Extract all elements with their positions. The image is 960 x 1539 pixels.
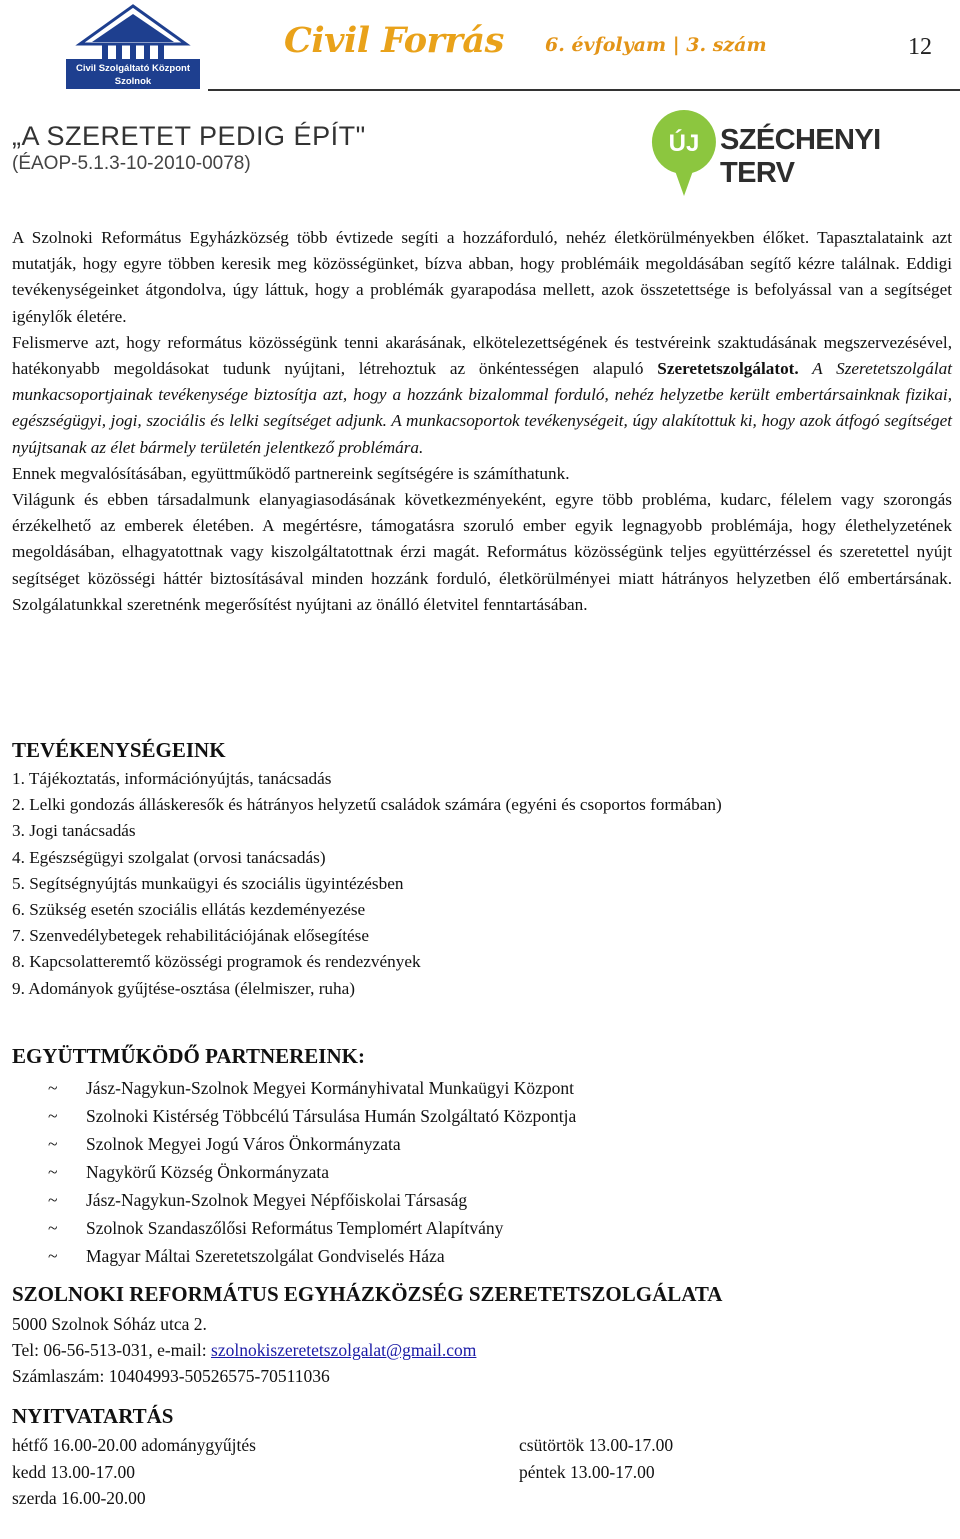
list-item: 4. Egészségügyi szolgalat (orvosi tanácsadás) (12, 847, 326, 867)
project-code: (ÉAOP-5.1.3-10-2010-0078) (12, 153, 251, 174)
list-item: 9. Adományok gyűjtése-osztása (élelmiszer, ruha) (12, 978, 355, 998)
bullet-tilde: ~ (48, 1134, 58, 1154)
list-item (48, 1102, 928, 1130)
contact-phone: Tel: 06-56-513-031, e-mail: (12, 1340, 212, 1360)
list-item: 5. Segítségnyújtás munkaügyi és szociális ügyintézésben (12, 873, 404, 893)
project-title: „A SZERETET PEDIG ÉPÍT" (12, 121, 366, 151)
partner-name: Magyar Máltai Szeretetszolgálat Gondviselés Háza (86, 1246, 445, 1266)
page-header (0, 0, 960, 95)
hours-row: csütörtök 13.00-17.00 (519, 1435, 674, 1455)
badge-text: SZÉCHENYI TERV (720, 124, 881, 189)
partner-name: Szolnok Szandaszőlősi Református Templomért Alapítvány (86, 1218, 504, 1238)
list-item (48, 1186, 928, 1214)
badge-prefix: ÚJ (668, 130, 700, 157)
list-item (48, 1074, 928, 1102)
bullet-tilde: ~ (48, 1190, 58, 1210)
contact-heading: SZOLNOKI REFORMÁTUS EGYHÁZKÖZSÉG SZERETETSZOLGÁLATA (12, 1282, 723, 1306)
page-number: 12 (908, 34, 932, 60)
service-name: Szeretetszolgálatot. (657, 359, 799, 379)
list-item (48, 1242, 928, 1270)
list-item: 2. Lelki gondozás álláskeresők és hátrányos helyzetű családok számára (egyéni és csoportos formában) (12, 795, 722, 815)
civil-szolgaltato-kozpont-logo (62, 4, 204, 90)
list-item: 6. Szükség esetén szociális ellátás kezdeményezése (12, 900, 366, 920)
contact-block (12, 1311, 476, 1389)
hours-row: kedd 13.00-17.00 (12, 1461, 135, 1482)
partner-name: Szolnok Megyei Jogú Város Önkormányzata (86, 1134, 401, 1154)
partners-list (48, 1074, 928, 1270)
list-item: 7. Szenvedélybetegek rehabilitációjának elősegítése (12, 926, 369, 946)
brand-title: Civil Forrás (284, 20, 504, 61)
bullet-tilde: ~ (48, 1246, 58, 1266)
partner-name: Szolnoki Kistérség Többcélú Társulása Humán Szolgáltató Központja (86, 1106, 577, 1126)
hours-row: péntek 13.00-17.00 (519, 1461, 655, 1482)
logo-line2: Szolnok (114, 76, 152, 87)
paragraph-intro: A Szolnoki Református Egyházközség több évtizede segíti a hozzáforduló, nehéz életkörülményekben élőket. Tapasztalataink azt mutatják, hogy egyre többen keresik meg közösségünket, bízva abban, hogy problémáik megoldásában segítő kézre találnak. Eddigi tevékenységeinket átgondolva, úgy láttuk, hogy a problémák gyarapodása mellett, azok összetettsége is befolyással van a segítséget igénylők életére. (12, 228, 952, 326)
issue-label: 6. évfolyam | 3. szám (545, 34, 767, 56)
logo-line1: Civil Szolgáltató Központ (76, 63, 190, 74)
paragraph-service-b: A munkacsoportok tevékenységeit, úgy alakítottuk ki, hogy azok átfogó segítséget nyújtsanak az élet bármely területén jelentkező problémára. (12, 411, 952, 457)
hours-right (519, 1432, 673, 1485)
list-item: 8. Kapcsolatteremtő közösségi programok és rendezvények (12, 952, 421, 972)
hours-row: hétfő 16.00-20.00 adománygyűjtés (12, 1435, 256, 1455)
contact-phone-line (12, 1337, 476, 1363)
paragraph-service-italic: A Szeretetszolgálat munkacsoportjainak tevékenysége biztosítja azt, hogy a hozzánk bizalommal forduló, nehéz helyzetbe került embertársainknak fizikai, egészségügyi, jogi, szociális és lelki segítséget adjunk. (12, 359, 952, 431)
header-divider (208, 89, 960, 91)
hours-left (12, 1432, 256, 1512)
paragraph-partners: Ennek megvalósításában, együttműködő partnereink segítségére is számíthatunk. (12, 463, 570, 483)
partner-name: Jász-Nagykun-Szolnok Megyei Népfőiskolai Társaság (86, 1190, 468, 1210)
partner-name: Jász-Nagykun-Szolnok Megyei Kormányhivatal Munkaügyi Központ (86, 1078, 574, 1098)
hours-heading: NYITVATARTÁS (12, 1404, 174, 1428)
contact-address: 5000 Szolnok Sóház utca 2. (12, 1314, 207, 1334)
activities-heading: TEVÉKENYSÉGEINK (12, 738, 226, 762)
hours-row: szerda 16.00-20.00 (12, 1488, 146, 1508)
partners-heading: EGYÜTTMŰKÖDŐ PARTNEREINK: (12, 1044, 365, 1068)
partner-name: Nagykörű Község Önkormányzata (86, 1162, 329, 1182)
article-body (12, 225, 952, 618)
paragraph-service-a: Felismerve azt, hogy református közösségünk tenni akarásának, elkötelezettségének és testvéreink szaktudásának megszervezésével, hatékonyabb megoldásokat tudunk nyújtani, létrehoztuk az önkéntességen alapuló (12, 332, 952, 379)
bullet-tilde: ~ (48, 1078, 58, 1098)
activities-list (12, 766, 952, 1002)
bullet-tilde: ~ (48, 1218, 58, 1238)
bullet-tilde: ~ (48, 1106, 58, 1126)
email-link[interactable]: szolnokiszeretetszolgalat@gmail.com (211, 1340, 477, 1360)
list-item (48, 1214, 928, 1242)
contact-account: Számlaszám: 10404993-50526575-70511036 (12, 1366, 330, 1386)
paragraph-service (12, 330, 952, 461)
paragraph-society: Világunk és ebben társadalmunk elanyagiasodásának következményeként, egyre több probléma, kudarc, félelem vagy szorongás érzékelhető az emberek életében. A megértésre, támogatásra szoruló ember egyik legnagyobb problémája, hogy élethelyzetének megoldásában, elhagyatottnak vagy kiszolgáltatottnak érzi magát. Református közösségünk teljes együttérzéssel és szeretettel nyújt segítséget közösségi háttér biztosításával minden hozzánk forduló, életkörülményei miatt hátrányos helyzetben élő embertársának. Szolgálatunkkal szeretnénk megerősítést nyújtani az önálló életvitel fenntartásában. (12, 490, 952, 614)
list-item (48, 1130, 928, 1158)
bullet-tilde: ~ (48, 1162, 58, 1182)
list-item: 1. Tájékoztatás, információnyújtás, tanácsadás (12, 769, 332, 788)
list-item: 3. Jogi tanácsadás (12, 821, 136, 841)
list-item (48, 1158, 928, 1186)
